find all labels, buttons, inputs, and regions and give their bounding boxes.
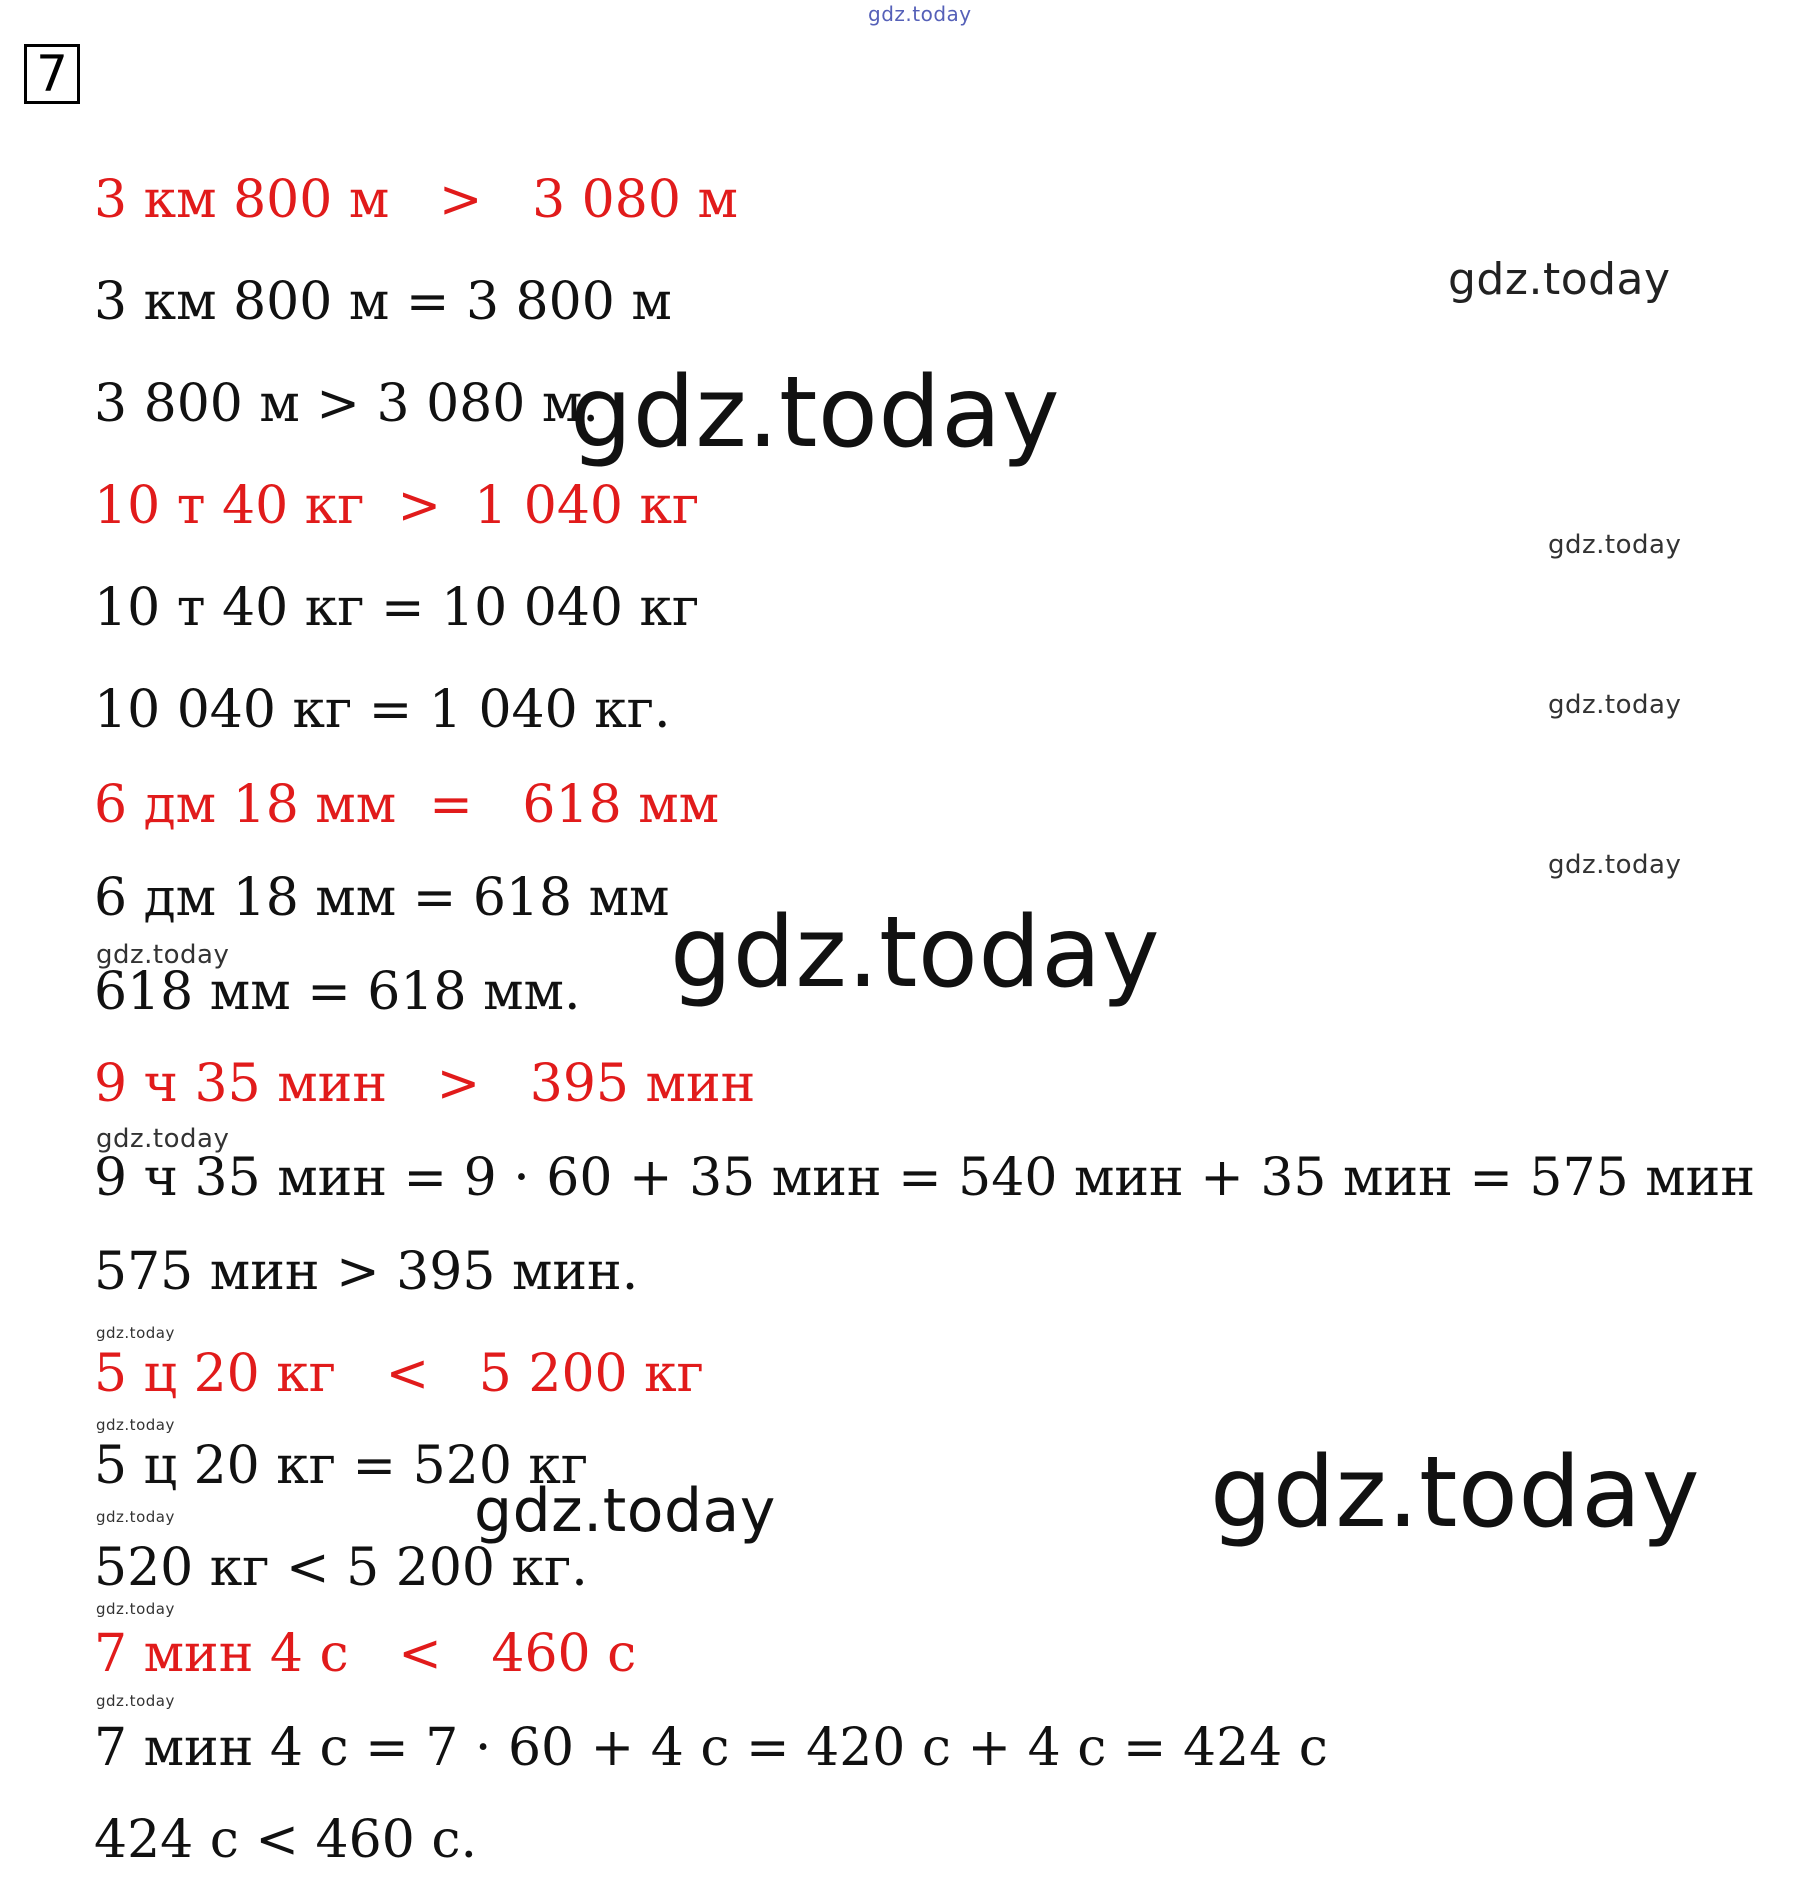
comparison-line-1: 3 км 800 м > 3 080 м	[94, 170, 738, 230]
watermark: gdz.today	[1548, 850, 1682, 880]
explanation-line-4b: 575 мин > 395 мин.	[94, 1242, 639, 1302]
comparison-line-6: 7 мин 4 с < 460 с	[94, 1624, 637, 1684]
watermark: gdz.today	[96, 1692, 175, 1710]
watermark: gdz.today	[96, 1508, 175, 1526]
watermark: gdz.today	[96, 1324, 175, 1342]
explanation-line-1b: 3 800 м > 3 080 м.	[94, 374, 599, 434]
comparison-line-4: 9 ч 35 мин > 395 мин	[94, 1054, 756, 1114]
explanation-line-2a: 10 т 40 кг = 10 040 кг	[94, 578, 700, 638]
watermark: gdz.today	[1548, 530, 1682, 560]
watermark: gdz.today	[96, 1600, 175, 1618]
comparison-line-3: 6 дм 18 мм = 618 мм	[94, 775, 720, 835]
watermark: gdz.today	[96, 940, 230, 970]
explanation-line-1a: 3 км 800 м = 3 800 м	[94, 272, 672, 332]
watermark: gdz.today	[96, 1124, 230, 1154]
comparison-line-5: 5 ц 20 кг < 5 200 кг	[94, 1344, 704, 1404]
watermark: gdz.today	[474, 1476, 776, 1546]
explanation-line-3a: 6 дм 18 мм = 618 мм	[94, 868, 670, 928]
explanation-line-4a: 9 ч 35 мин = 9 · 60 + 35 мин = 540 мин + 35 мин = 575 мин	[94, 1148, 1755, 1208]
explanation-line-6a: 7 мин 4 с = 7 · 60 + 4 с = 420 с + 4 с = 424 с	[94, 1718, 1328, 1778]
comparison-line-2: 10 т 40 кг > 1 040 кг	[94, 476, 700, 536]
explanation-line-2b: 10 040 кг = 1 040 кг.	[94, 680, 671, 740]
watermark-large: gdz.today	[570, 356, 1061, 470]
watermark-top: gdz.today	[868, 2, 972, 26]
watermark-large: gdz.today	[670, 896, 1161, 1010]
watermark: gdz.today	[1448, 254, 1671, 305]
explanation-line-5b: 520 кг < 5 200 кг.	[94, 1538, 588, 1598]
task-number-box: 7	[24, 44, 80, 104]
explanation-line-6b: 424 с < 460 с.	[94, 1810, 477, 1870]
watermark: gdz.today	[96, 1416, 175, 1434]
explanation-line-3b: 618 мм = 618 мм.	[94, 962, 581, 1022]
watermark: gdz.today	[1548, 690, 1682, 720]
watermark-large: gdz.today	[1210, 1436, 1701, 1550]
explanation-line-5a: 5 ц 20 кг = 520 кг	[94, 1436, 589, 1496]
